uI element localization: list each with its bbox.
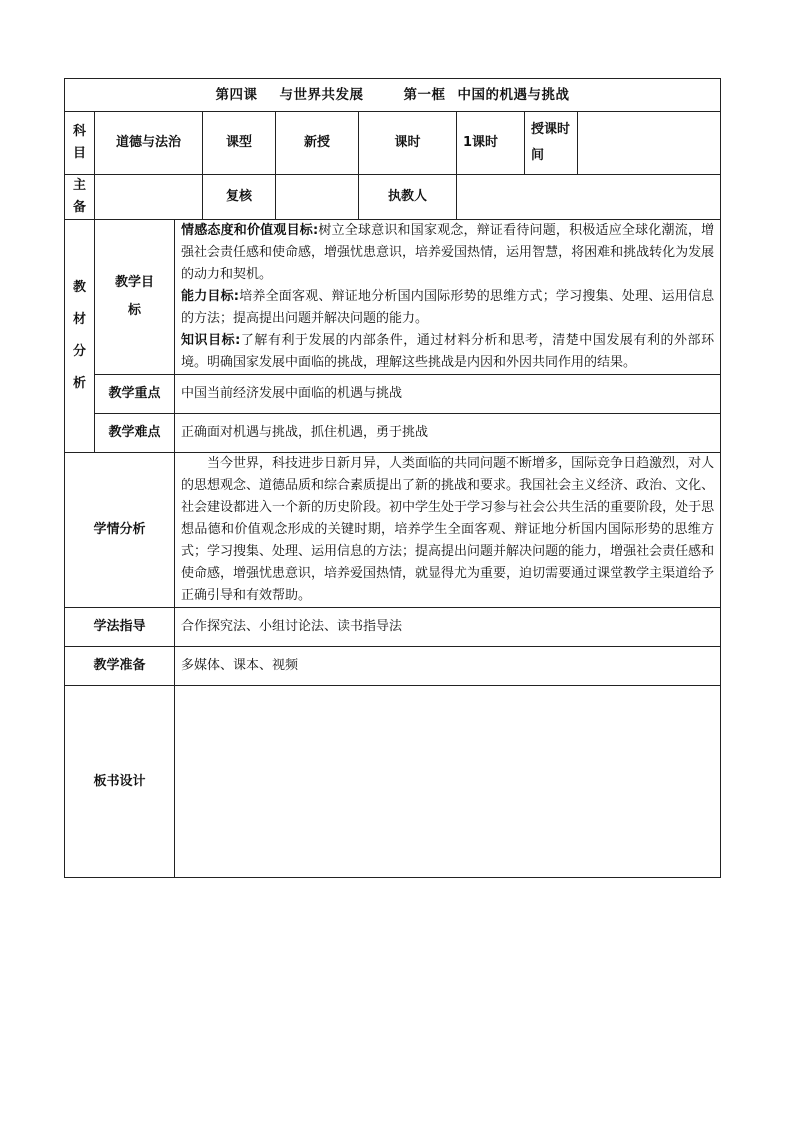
prep-row <box>65 175 721 220</box>
key-point-row <box>65 375 721 414</box>
goal-knowledge <box>181 330 714 374</box>
key-point-label: 教学重点 <box>95 375 175 414</box>
student-analysis-row <box>65 453 721 608</box>
goal-ability-text: 培养全面客观、辩证地分析国内国际形势的思维方式；学习搜集、处理、运用信息的方法；提高提出问题并解决问题的能力。 <box>181 289 715 326</box>
student-analysis-label: 学情分析 <box>65 453 175 608</box>
goal-emotion-heading: 情感态度和价值观目标: <box>181 223 319 238</box>
preparation-value: 多媒体、课本、视频 <box>175 647 721 686</box>
time-label: 授课时间 <box>525 112 578 175</box>
info-row <box>65 112 721 175</box>
lead-label: 主备 <box>65 175 95 220</box>
goal-emotion-text: 树立全球意识和国家观念，辩证看待问题，积极适应全球化潮流，增强社会责任感和使命感，增强忧患意识，培养爱国热情，运用智慧，将困难和挑战转化为发展的动力和契机。 <box>181 223 715 282</box>
method-row <box>65 608 721 647</box>
difficulty-value: 正确面对机遇与挑战，抓住机遇，勇于挑战 <box>175 414 721 453</box>
goal-knowledge-heading: 知识目标: <box>181 333 241 348</box>
review-label: 复核 <box>203 175 276 220</box>
board-value[interactable] <box>175 686 721 878</box>
board-row <box>65 686 721 878</box>
lesson-title <box>65 79 721 112</box>
difficulty-label: 教学难点 <box>95 414 175 453</box>
title-row <box>65 79 721 112</box>
goal-ability-heading: 能力目标: <box>181 289 239 304</box>
teacher-label: 执教人 <box>359 175 457 220</box>
preparation-label: 教学准备 <box>65 647 175 686</box>
unit-name: 与世界共发展 <box>279 87 364 103</box>
method-label: 学法指导 <box>65 608 175 647</box>
teacher-value <box>457 175 721 220</box>
lead-value <box>95 175 203 220</box>
goals-label: 教学目标 <box>95 220 175 375</box>
subject-label: 科目 <box>65 112 95 175</box>
student-analysis-content <box>175 453 721 608</box>
review-value <box>276 175 359 220</box>
board-label: 板书设计 <box>65 686 175 878</box>
lesson-number: 第四课 <box>215 87 258 103</box>
student-analysis-text: 当今世界，科技进步日新月异，人类面临的共同问题不断增多，国际竞争日趋激烈，对人的思想观念、道德品质和综合素质提出了新的挑战和要求。我国社会主义经济、政治、文化、社会建设都进入一个新的历史阶段。初中学生处于学习参与社会公共生活的重要阶段，处于思想品德和价值观念形成的关键时期，培养学生全面客观、辩证地分析国内国际形势的思维方式；学习搜集、处理、运用信息的方法；提高提出问题并解决问题的能力，增强社会责任感和使命感，增强忧患意识，培养爱国热情，就显得尤为重要，迫切需要通过课堂教学主渠道给予正确引导和有效帮助。 <box>181 456 715 603</box>
subject-value: 道德与法治 <box>95 112 203 175</box>
goal-knowledge-text: 了解有利于发展的内部条件，通过材料分析和思考，清楚中国发展有利的外部环境。明确国家发展中面临的挑战，理解这些挑战是内因和外因共同作用的结果。 <box>181 333 715 370</box>
type-value: 新授 <box>276 112 359 175</box>
method-value: 合作探究法、小组讨论法、读书指导法 <box>175 608 721 647</box>
difficulty-row <box>65 414 721 453</box>
topic-name: 中国的机遇与挑战 <box>457 87 570 103</box>
goals-row <box>65 220 721 375</box>
type-label: 课型 <box>203 112 276 175</box>
goal-emotion <box>181 220 714 286</box>
material-analysis-text: 教材分析 <box>72 280 86 391</box>
hours-value: 1课时 <box>457 112 525 175</box>
frame-number: 第一框 <box>403 87 446 103</box>
preparation-row <box>65 647 721 686</box>
hours-label: 课时 <box>359 112 457 175</box>
goals-content <box>175 220 721 375</box>
goal-ability <box>181 286 714 330</box>
time-value <box>578 112 721 175</box>
material-analysis-label <box>65 220 95 453</box>
lesson-plan-table <box>64 78 721 878</box>
key-point-value: 中国当前经济发展中面临的机遇与挑战 <box>175 375 721 414</box>
